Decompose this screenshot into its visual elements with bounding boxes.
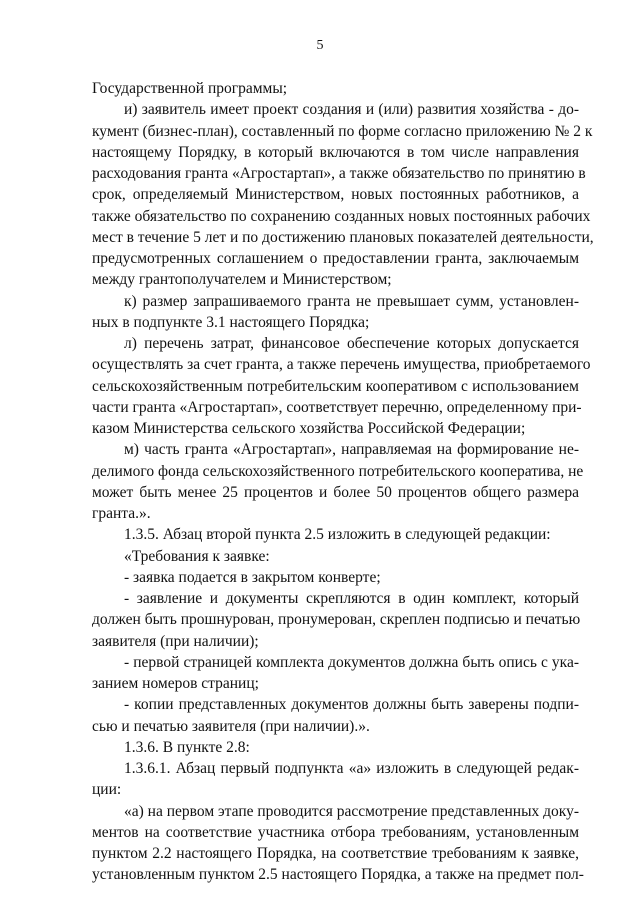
text-line: расходования гранта «Агростартап», а также обязательство по принятию в bbox=[92, 165, 586, 182]
text-line: срок, определяемый Министерством, новых постоянных работников, а bbox=[92, 186, 579, 204]
text-line: гранта.». bbox=[92, 505, 151, 522]
text-line: также обязательство по сохранению созданных новых постоянных рабочих bbox=[92, 207, 591, 225]
text-line: 1.3.6. В пункте 2.8: bbox=[124, 738, 250, 756]
text-line: части гранта «Агростартап», соответствует перечню, определенному при- bbox=[92, 398, 582, 416]
text-line: - копии представленных документов должны быть заверены подпи- bbox=[124, 696, 579, 714]
text-line: мест в течение 5 лет и по достижению плановых показателей деятельности, bbox=[92, 228, 594, 246]
text-line: сельскохозяйственным потребительским кооперативом с использованием bbox=[92, 377, 579, 395]
text-line: 1.3.5. Абзац второй пункта 2.5 изложить в следующей редакции: bbox=[124, 526, 551, 544]
text-line: м) часть гранта «Агростартап», направляемая на формирование не- bbox=[124, 441, 579, 459]
text-line: л) перечень затрат, финансовое обеспечение которых допускается bbox=[124, 335, 579, 352]
text-line: сью и печатью заявителя (при наличии).». bbox=[92, 717, 370, 735]
document-body bbox=[92, 78, 594, 886]
text-line: - заявка подается в закрытом конверте; bbox=[124, 568, 381, 586]
text-line: между грантополучателем и Министерством; bbox=[92, 271, 392, 289]
text-line: 1.3.6.1. Абзац первый подпункта «а» изложить в следующей редак- bbox=[124, 760, 579, 777]
text-line: «а) на первом этапе проводится рассмотрение представленных доку- bbox=[124, 802, 579, 820]
text-line: ции: bbox=[92, 781, 122, 799]
text-line: кумент (бизнес-план), составленный по форме согласно приложению № 2 к bbox=[92, 122, 593, 140]
text-line: ных в подпункте 3.1 настоящего Порядка; bbox=[92, 313, 370, 331]
text-line: осуществлять за счет гранта, а также перечень имущества, приобретаемого bbox=[92, 356, 591, 374]
text-line: - заявление и документы скрепляются в один комплект, который bbox=[124, 590, 579, 607]
text-line: - первой страницей комплекта документов должна быть опись с ука- bbox=[124, 653, 579, 671]
text-line: пунктом 2.2 настоящего Порядка, на соответствие требованиям к заявке, bbox=[92, 845, 579, 862]
text-line: к) размер запрашиваемого гранта не превышает сумм, установлен- bbox=[124, 292, 579, 310]
text-line: казом Министерства сельского хозяйства Российской Федерации; bbox=[92, 420, 526, 437]
text-line: может быть менее 25 процентов и более 50 процентов общего размера bbox=[92, 483, 579, 501]
text-line: делимого фонда сельскохозяйственного потребительского кооператива, не bbox=[92, 462, 584, 480]
text-line: настоящему Порядку, в который включаются в том числе направления bbox=[92, 143, 579, 161]
page-number: 5 bbox=[316, 38, 324, 53]
text-line: Государственной программы; bbox=[92, 80, 288, 97]
text-line: и) заявитель имеет проект создания и (или) развития хозяйства - до- bbox=[124, 101, 579, 119]
text-line: установленным пунктом 2.5 настоящего Порядка, а также на предмет пол- bbox=[92, 866, 584, 884]
text-line: заявителя (при наличии); bbox=[92, 632, 259, 650]
text-line: «Требования к заявке: bbox=[124, 547, 270, 565]
text-line: предусмотренных соглашением о предоставлении гранта, заключаемым bbox=[92, 250, 579, 267]
text-line: занием номеров страниц; bbox=[92, 675, 259, 692]
text-line: должен быть прошнурован, пронумерован, скреплен подписью и печатью bbox=[92, 611, 581, 629]
text-line: ментов на соответствие участника отбора требованиям, установленным bbox=[92, 823, 579, 841]
